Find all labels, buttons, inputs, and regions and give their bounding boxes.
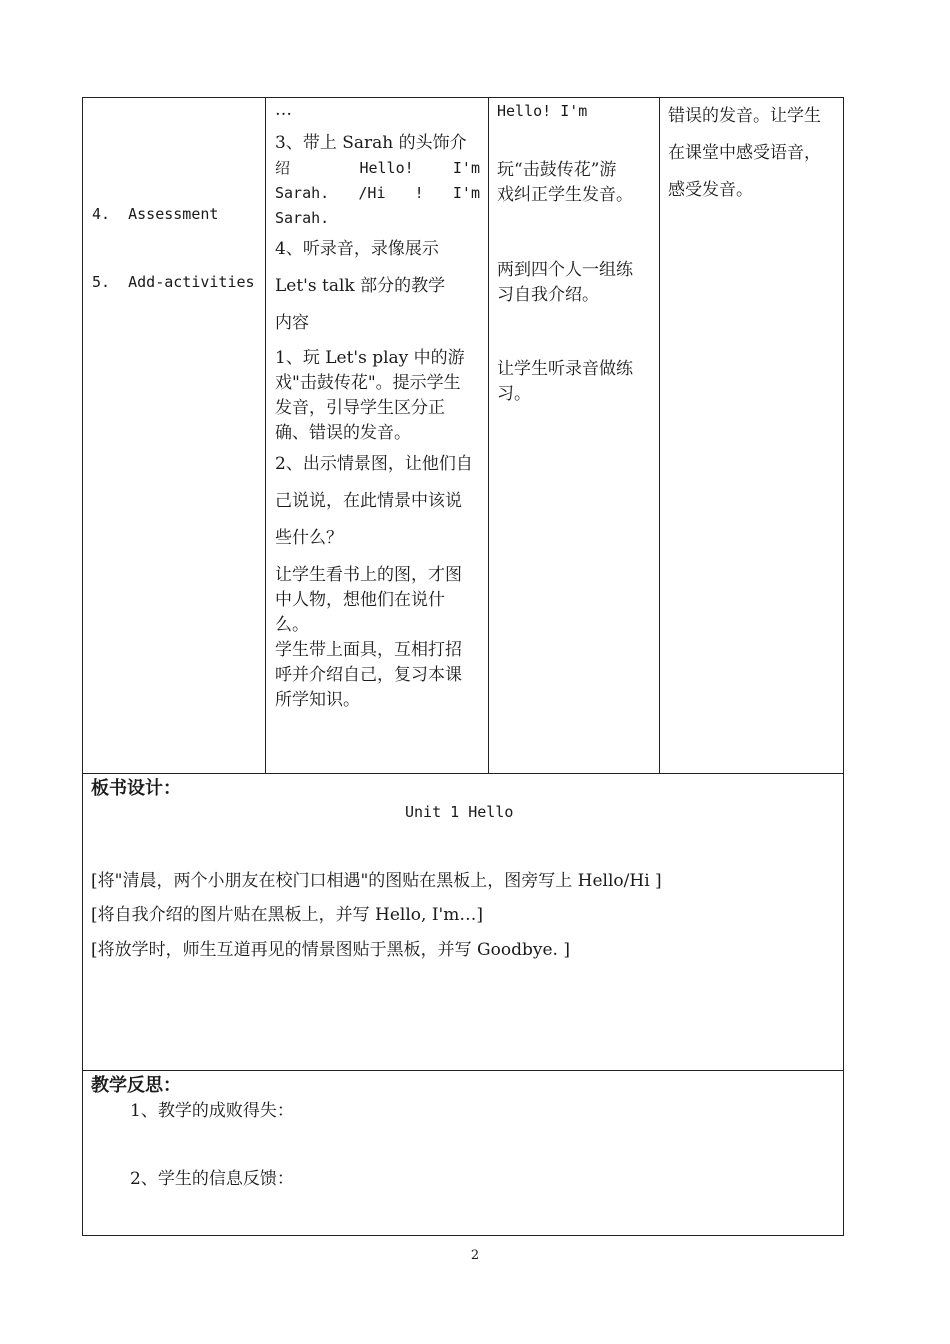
- column-divider: [659, 97, 660, 773]
- student-activity-line: 戏纠正学生发音。: [497, 185, 633, 205]
- board-line: [将自我介绍的图片贴在黑板上，并写 Hello, I'm…]: [91, 905, 483, 925]
- activity-line: 4、听录音，录像展示: [275, 239, 439, 259]
- ellipsis-text: …: [275, 100, 292, 120]
- reflection-item: 2、学生的信息反馈：: [130, 1169, 294, 1189]
- activity-line: 让学生看书上的图，才图: [275, 565, 462, 585]
- board-line: [将放学时，师生互道再见的情景图贴于黑板，并写 Goodbye. ]: [91, 940, 570, 960]
- design-intent-line: 在课堂中感受语音，: [668, 143, 821, 163]
- column-divider: [265, 97, 266, 773]
- activity-line: 么。: [275, 615, 309, 635]
- activity-line: Sarah. /Hi ! I'm: [275, 184, 480, 202]
- table-right-border: [843, 97, 844, 1236]
- column-divider: [488, 97, 489, 773]
- activity-line: 己说说，在此情景中该说: [275, 491, 462, 511]
- reflection-heading: 教学反思：: [91, 1075, 181, 1096]
- step-add-activities: 5. Add-activities: [92, 273, 255, 291]
- activity-line: 3、带上 Sarah 的头饰介: [275, 133, 467, 153]
- board-title: Unit 1 Hello: [405, 803, 514, 821]
- activity-line: 确、错误的发音。: [275, 423, 411, 443]
- student-activity-line: 玩“击鼓传花”游: [497, 160, 617, 180]
- section-divider: [82, 1070, 844, 1071]
- student-activity-line: 习自我介绍。: [497, 285, 599, 305]
- activity-line: 呼并介绍自己，复习本课: [275, 665, 462, 685]
- design-intent-line: 错误的发音。让学生: [668, 106, 821, 126]
- reflection-item: 1、教学的成败得失：: [130, 1101, 294, 1121]
- activity-line: 2、出示情景图，让他们自: [275, 454, 473, 474]
- student-activity-line: 让学生听录音做练: [497, 359, 633, 379]
- table-bottom-border: [82, 1235, 844, 1236]
- board-line: [将"清晨，两个小朋友在校门口相遇"的图贴在黑板上，图旁写上 Hello/Hi ]: [91, 871, 662, 891]
- activity-line: 内容: [275, 313, 309, 333]
- student-activity-line: Hello! I'm: [497, 102, 588, 120]
- activity-line: 中人物，想他们在说什: [275, 590, 445, 610]
- table-left-border: [82, 97, 83, 1236]
- activity-line: 些什么？: [275, 528, 343, 548]
- activity-line: 戏"击鼓传花"。提示学生: [275, 373, 461, 393]
- student-activity-line: 两到四个人一组练: [497, 260, 633, 280]
- activity-line: 学生带上面具，互相打招: [275, 640, 462, 660]
- page-number: 2: [470, 1248, 480, 1263]
- design-intent-line: 感受发音。: [668, 180, 753, 200]
- activity-line: 绍 Hello! I'm: [275, 159, 480, 177]
- activity-line: 1、玩 Let's play 中的游: [275, 348, 465, 368]
- table-row-divider: [82, 773, 844, 774]
- activity-line: Let's talk 部分的教学: [275, 276, 446, 296]
- board-design-heading: 板书设计：: [91, 778, 181, 799]
- student-activity-line: 习。: [497, 384, 531, 404]
- activity-line: Sarah.: [275, 209, 330, 227]
- teacher-activities-cell: [275, 98, 480, 713]
- step-assessment: 4. Assessment: [92, 205, 219, 223]
- activity-line: 所学知识。: [275, 690, 360, 710]
- activity-line: 发音，引导学生区分正: [275, 398, 445, 418]
